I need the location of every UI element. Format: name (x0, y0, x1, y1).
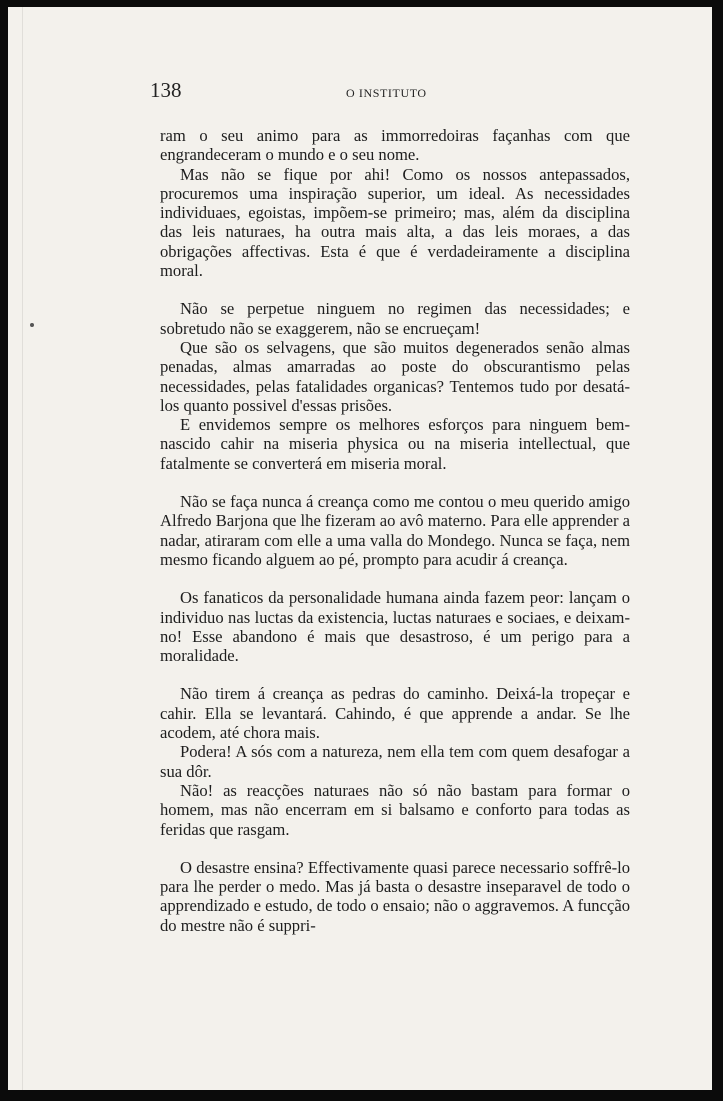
paragraph: ram o seu animo para as immorredoiras façanhas com que engrandeceram o mundo e o seu nome. (160, 126, 630, 165)
page-header (150, 78, 630, 102)
paragraph: O desastre ensina? Effectivamente quasi parece necessario soffrê-lo para lhe perder o medo. Mas já basta o desastre inseparavel de todo o apprendizado e estudo, de todo o ensaio; não o aggravemos. A funcção do mestre não é suppri- (160, 857, 630, 935)
paragraph: Não! as reacções naturaes não só não bastam para formar o homem, mas não encerram em si balsamo e conforto para todas as feridas que rasgam. (160, 780, 630, 839)
paragraph: Que são os selvagens, que são muitos degenerados senão almas penadas, almas amarradas ao poste do obscurantismo pelas necessidades, pelas fatalidades organicas? Tentemos tudo por desatá-los quanto possivel d'essas prisões. (160, 337, 630, 415)
paragraph: Podera! A sós com a natureza, nem ella tem com quem desafogar a sua dôr. (160, 742, 630, 781)
page-number: 138 (150, 78, 182, 102)
body-text (160, 126, 630, 935)
ink-speck (30, 323, 34, 327)
paragraph: Mas não se fique por ahi! Como os nossos antepassados, procuremos uma inspiração superior, um ideal. As necessidades individuaes, egoistas, impõem-se primeiro; mas, além da disciplina das leis naturaes, ha outra mais alta, a das leis moraes, a das obrigações affectivas. Esta é que é verdadeiramente a disciplina moral. (160, 164, 630, 281)
paragraph: Os fanaticos da personalidade humana ainda fazem peor: lançam o individuo nas luctas da existencia, luctas naturaes e sociaes, e deixam-no! Esse abandono é mais que desastroso, é um perigo para a moralidade. (160, 588, 630, 666)
paragraph: E envidemos sempre os melhores esforços para ninguem bem-nascido cahir na miseria physica ou na miseria intellectual, que fatalmente se converterá em miseria moral. (160, 415, 630, 473)
page-edge-shadow (22, 7, 23, 1090)
paragraph: Não se perpetue ninguem no regimen das necessidades; e sobretudo não se exaggerem, não se encrueçam! (160, 299, 630, 338)
book-page (8, 7, 712, 1090)
running-title: O INSTITUTO (346, 86, 427, 100)
paragraph: Não tirem á creança as pedras do caminho. Deixá-la tropeçar e cahir. Ella se levantará. Cahindo, é que apprende a andar. Se lhe acodem, até chora mais. (160, 684, 630, 743)
paragraph: Não se faça nunca á creança como me contou o meu querido amigo Alfredo Barjona que lhe fizeram ao avô materno. Para elle apprender a nadar, atiraram com elle a uma valla do Mondego. Nunca se faça, nem mesmo ficando alguem ao pé, prompto para acudir á creança. (160, 492, 630, 569)
